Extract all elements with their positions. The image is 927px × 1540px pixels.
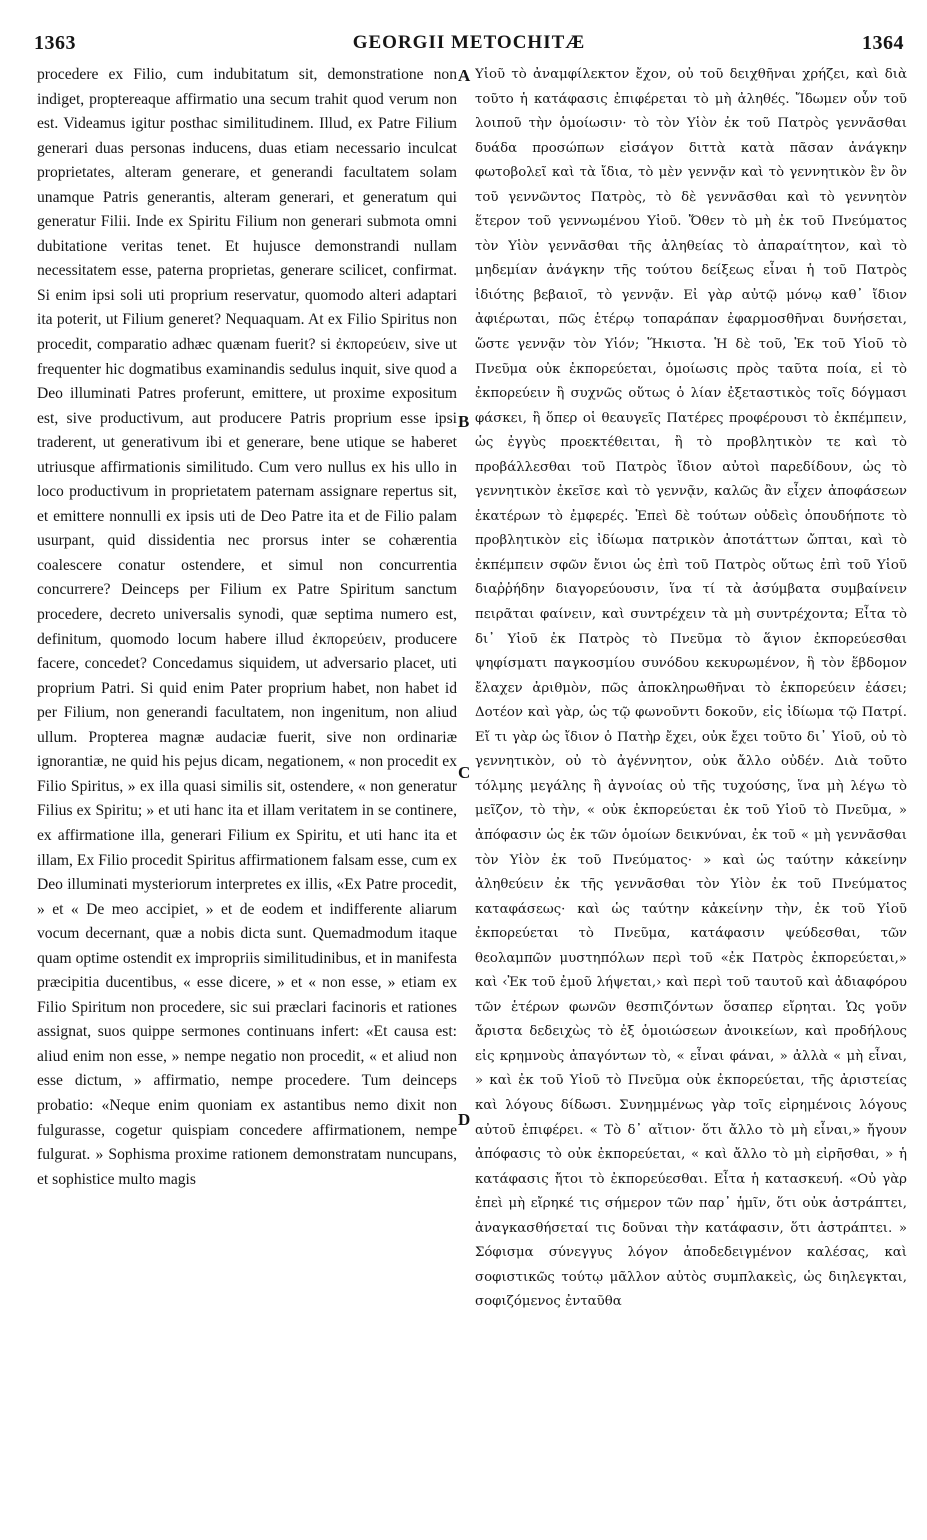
- latin-text: procedere ex Filio, cum indubitatum sit, demonstratione non indiget, proptereaque affirmatio una secum trahit quod verum non est. Videamus igitur posthac similitudinem. Illud, ex Patre Filium generari duas personas inducens, duas etiam necessario inculcat proprietates, alteram generare, et generandi facultatem solam unamque Patris generantis, alteram generari, et generatum qui generatur Filii. Inde ex Spiritu Filium non generari submota omni dubitatione veritas tenet. Et hujusce demonstrandi nullam necessitatem esse, paterna proprietas, generare scilicet, confirmat. Si enim ipsi soli uti proprium reservatur, quomodo alteri adaptari ita poterit, ut Filium generet? Nequaquam. At ex Filio Spiritus non procedit, comparatio adhæc quænam fuerit? si ἐκπορεύειν, sive ut frequenter hic dogmatibus examinandis sedulus inquit, sive quod a Deo illuminati Patres proferunt, emittere, ut proxime expositum est, sive productivum, aut producere Patris proprium esse ipsi traderent, ut generativum ibi et generare, bene utique se haberet utriusque affirmationis similitudo. Cum vero nullus ex his ullo in loco productivum in proprietatem paternam assignare repertus sit, et emittere nonnulli ex ipsis uti de Deo Patre ita et de Filio palam usurpant, quid dissidentia nec prorsus inter se cohærentia coalescere conatur ostendere, et simul non concurrentia concurrere? Deinceps per Filium ex Patre Spiritum sanctum procedere, decreto universalis synodi, quæ septima numero est, definitum, quomodo locum habere illud ἐκπορεύειν, producere facere, concedet? Concedamus siquidem, ut adversario placet, uti proprium Patri. Si quid enim Pater proprium habet, non habet id per Filium, non generandi facultatem, non ingenitum, non aliud ullum. Propterea magnæ audaciæ fuerit, sive non ordinariæ ignorantiæ, ne quid his pejus dicam, negationem, « non procedit ex Filio Spiritus, » ex illa quasi similis sit, ostendere, « non generatur Filius ex Spiritu; » et uti hanc ita et illam veritatem in se continere, ex affirmatione illa, generari Filium ex Spiritu, et uti hanc ita et illam, Ex Filio procedit Spiritus affirmationem falsam esse, cum ex Deo illuminati mysteriorum interpretes ex illis, «Ex Patre procedit, » et « De meo accipiet, » et de eodem et indifferente aliarum vocum decernant, quæ a nobis dicta sunt. Quemadmodum itaque quam optime ostendit ex impropriis similitudinibus, et in manifesta præcipitia ducentibus, « esse dicere, » et « non esse, » etiam ex Filio Spiritum non procedere, sic sui præclari facinoris et rationes assignat, suos quippe sermones continuans infert: «Et causa est: aliud enim non esse, » nempe negatio non procedit, « et aliud non esse dictum, » affirmatio, nempe procedere. Tum deinceps probatio: «Neque enim quoniam ex astantibus nemo dixit non fulgurasse, cogetur quispiam concedere affirmationem, nempe fulgurat. » Sophisma proxime rationem demonstratam nuncupans, et sophistice multo magis: [37, 66, 457, 1188]
- latin-column: [37, 63, 457, 1533]
- greek-text: Υἱοῦ τὸ ἀναμφίλεκτον ἔχον, οὐ τοῦ δειχθῆναι χρήζει, καὶ διὰ τοῦτο ἡ κατάφασις ἐπιφέρεται τὸ μὴ ἀληθές. Ἴδωμεν οὖν τοῦ λοιποῦ τὴν ὁμοίωσιν· τὸ τὸν Υἱὸν ἐκ τοῦ Πατρὸς γεννᾶσθαι δυάδα προσώπων εἰσάγον διττὰ κατὰ πᾶσαν ἀνάγκην φωτοβολεῖ καὶ τὰ ἴδια, τὸ μὲν γεννᾷν καὶ τὸ γεννητικὸν ἓν ὂν τοῦ γεννῶντος Πατρὸς, τὸ δὲ γεννᾶσθαι καὶ τὸ γεννητὸν ἕτερον τοῦ γεννωμένου Υἱοῦ. Ὅθεν τὸ μὴ ἐκ τοῦ Πνεύματος τὸν Υἱὸν γεννᾶσθαι τῆς ἀληθείας τὸ ἀπαραίτητον, καὶ τὸ μηδεμίαν ἀνάγκην τῆς τούτου δείξεως εἶναι ἡ τοῦ Πατρὸς ἰδιότης βεβαιοῖ, τὸ γεννᾷν. Εἰ γὰρ αὐτῷ μόνῳ καθ᾽ ἴδιον ἀφιέρωται, πῶς ἑτέρῳ τοπαράπαν ἐφαρμοσθῆναι δυνήσεται, ὥστε γεννᾷν τὸν Υἱόν; Ἥκιστα. Ἡ δὲ τοῦ, Ἐκ τοῦ Υἱοῦ τὸ Πνεῦμα οὐκ ἐκπορεύεται, ὁμοίωσις πρὸς ταῦτα ποία, εἰ τὸ ἐκπορεύειν ἢ συχνῶς οὕτως ὁ λίαν ἐξεταστικὸς τοῖς δόγμασι φάσκει, ἢ ὅπερ οἱ θεαυγεῖς Πατέρες προφέρουσι τὸ ἐκπέμπειν, ὡς ἐγγὺς προεκτέθειται, ἢ τὸ προβλητικὸν τε καὶ τὸ προβάλλεσθαι τοῦ Πατρὸς ἴδιον αὐτοὶ παρεδίδουν, ὡς τὸ γεννητικὸν ἐκεῖσε καὶ τὸ γεννᾷν, καλῶς ἂν εἶχεν ἀποφάσεων ἑκατέρων τὸ ἐμφερές. Ἐπεὶ δὲ τούτων οὐδεὶς ὁπουδήποτε τὸ προβλητικὸν εἰς ἰδίωμα πατρικὸν ἀποτάττων ὤπται, καὶ τὸ ἐκπέμπειν σφῶν ἔνιοι ὡς ἐπὶ τοῦ Πατρὸς οὕτως ἐπὶ τοῦ Υἱοῦ διαῤῥήδην διαγορεύουσιν, ἵνα τί τὰ ἀσύμβατα συμβαίνειν πειρᾶται φαίνειν, καὶ συντρέχειν τὰ μὴ συντρέχοντα; Εἶτα τὸ δι᾽ Υἱοῦ ἐκ Πατρὸς τὸ Πνεῦμα τὸ ἅγιον ἐκπορεύεσθαι ψηφίσματι παγκοσμίου συνόδου κεκυρωμένον, ἣ τὸν ἕβδομον ἔλαχεν ἀριθμὸν, πῶς ἀποκληρωθῆναι τὸ ἐκπορεύειν ἐάσει; Δοτέον καὶ γὰρ, ὡς τῷ φωνοῦντι δοκοῦν, εἰς ἰδίωμα τῷ Πατρί. Εἴ τι γὰρ ὡς ἴδιον ὁ Πατὴρ ἔχει, οὐκ ἔχει τοῦτο δι᾽ Υἱοῦ, οὐ τὸ γεννητικὸν, οὐ τὸ ἀγέννητον, οὐκ ἄλλο οὐδέν. Διὰ τοῦτο τόλμης μεγάλης ἢ ἀγνοίας οὐ τῆς τυχούσης, ἵνα μὴ λέγω τὸ μεῖζον, τὸ τὴν, « οὐκ ἐκπορεύεται ἐκ τοῦ Υἱοῦ τὸ Πνεῦμα, » ἀπόφασιν ὡς ἐκ τῶν ὁμοίων δεικνύναι, ἐκ τοῦ « μὴ γεννᾶσθαι τὸν Υἱὸν ἐκ τοῦ Πνεύματος· » καὶ ὡς ταύτην κἀκείνην ἀληθεύειν ἐκ τῆς γεννᾶσθαι τὸν Υἱὸν ἐκ τοῦ Πνεύματος καταφάσεως· καὶ ὡς ταύτην κἀκείνην τὴν, ἐκ τοῦ Υἱοῦ ἐκπορεύεται τὸ Πνεῦμα, κατάφασιν ψεύδεσθαι, τῶν θεολαμπῶν μυστηπόλων περὶ τοῦ «ἐκ Πατρὸς ἐκπορεύεται,» καὶ ‹Ἐκ τοῦ ἐμοῦ λήψεται,› καὶ περὶ τοῦ ταυτοῦ καὶ ἀδιαφόρου τῶν ἑτέρων φωνῶν θεσπιζόντων ὅσαπερ εἴρηται. Ὡς γοῦν ἄριστα δεδειχὼς τὸ ἐξ ὁμοιώσεων ἀνοικείων, καὶ προδήλους εἰς κρημνοὺς ἀπαγόντων τὸ, « εἶναι φάναι, » ἀλλὰ « μὴ εἶναι, » καὶ ἐκ τοῦ Υἱοῦ τὸ Πνεῦμα οὐκ ἐκπορεύεται, τῆς ἀριστείας καὶ λόγους δίδωσι. Συνημμένως γὰρ τοῖς εἰρημένοις λόγους αὐτοῦ ἐπιφέρει. « Τὸ δ᾽ αἴτιον· ὅτι ἄλλο τὸ μὴ εἶναι,» ἤγουν ἀπόφασις τὸ οὐκ ἐκπορεύεται, « καὶ ἄλλο τὸ μὴ εἰρῆσθαι, » ἡ κατάφασις ἤτοι τὸ ἐκπορεύεσθαι. Εἶτα ἡ κατασκευή. «Οὐ γὰρ ἐπεὶ μὴ εἴρηκέ τις σήμερον τῶν παρ᾽ ἡμῖν, ὅτι οὐκ ἀστράπτει, ἀναγκασθήσεταί τις δοῦναι τὴν κατάφασιν, ὅτι ἀστράπτει. » Σόφισμα σύνεγγυς λόγον ἀποδεδειγμένον καλέσας, καὶ σοφιστικῶς τούτῳ μᾶλλον αὐτὸς συμπλακεὶς, ὡς διηλεγκται, σοφιζόμενος ἐνταῦθα: [475, 67, 907, 1310]
- page-header: [34, 30, 904, 58]
- running-title: GEORGII METOCHITÆ: [352, 32, 586, 53]
- margin-marker-b: B: [458, 412, 470, 431]
- margin-marker-d: D: [458, 1110, 471, 1129]
- page-number-left: 1363: [34, 32, 76, 54]
- greek-column: [475, 63, 907, 1533]
- margin-marker-a: A: [458, 66, 471, 85]
- page-number-right: 1364: [862, 32, 904, 54]
- margin-marker-c: C: [458, 763, 471, 782]
